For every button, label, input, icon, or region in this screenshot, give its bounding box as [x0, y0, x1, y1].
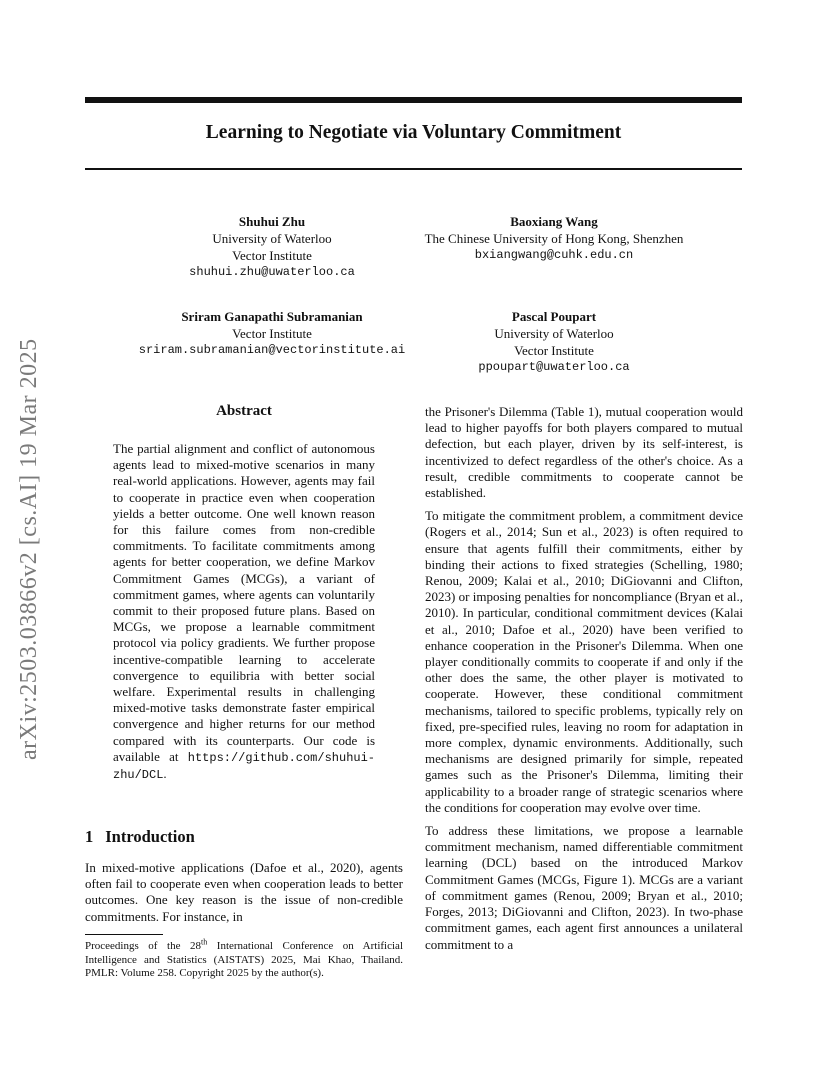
- abstract-text: The partial alignment and conflict of autonomous agents lead to mixed-motive scenarios in many real-world applications. However, agents may fail to cooperate in practice even when cooperation yields a better outcome. One well known reason for this failure comes from non-credible commitments. To facilitate commitments among agents for better cooperation, we define Markov Commitment Games (MCGs), a variant of commitment games, where agents can voluntarily commit to their proposed future plans. Based on MCGs, we propose a learnable commitment protocol via policy gradients. We further propose incentive-compatible learning to accelerate convergence to equilibria with better social welfare. Experimental results in challenging mixed-motive tasks demonstrate faster empirical convergence and higher returns for our method compared with its counterparts. Our code is available at: [113, 441, 375, 764]
- author-affiliation: Vector Institute: [514, 343, 594, 358]
- author-affiliation: University of Waterloo: [212, 231, 332, 246]
- section-title: Introduction: [105, 827, 195, 846]
- title-top-rule: [85, 97, 742, 103]
- footnote-rule: [85, 934, 163, 935]
- author-name: Sriram Ganapathi Subramanian: [181, 309, 363, 324]
- author-name: Pascal Poupart: [511, 309, 597, 324]
- footnote-sup: th: [201, 937, 208, 947]
- footnote: [85, 937, 403, 981]
- abstract-body: [113, 441, 375, 790]
- arxiv-identifier: arXiv:2503.03866v2 [cs.AI] 19 Mar 2025: [16, 338, 42, 760]
- author-affiliation: Vector Institute: [232, 248, 312, 263]
- author-block-2: [400, 213, 708, 264]
- author-email[interactable]: shuhui.zhu@uwaterloo.ca: [189, 265, 355, 279]
- footnote-text-pre: Proceedings of the 28: [85, 940, 201, 952]
- right-paragraph-1: the Prisoner's Dilemma (Table 1), mutual cooperation would lead to higher payoffs for both players compared to mutual defection, but each player, driven by its self-interest, is incentivized to defect regardless of the other's choice. As a result, credible commitments to cooperate cannot be established.: [425, 404, 743, 501]
- right-paragraph-3: To address these limitations, we propose a learnable commitment mechanism, named differentiable commitment learning (DCL) based on the introduced Markov Commitment Games (MCGs, Figure 1). MCGs are a variant of commitment games (Renou, 2009; Bryan et al., 2010; Forges, 2013; DiGiovanni and Clifton, 2023). In two-phase commitment games, each agent first announces a unilateral commitment to a: [425, 823, 743, 952]
- author-block-1: [172, 213, 372, 281]
- paragraph-text: In mixed-motive applications (Dafoe et al., 2020), agents often fail to cooperate even when cooperation leads to better outcomes. One key reason is the issue of non-credible commitments. For instance, in: [85, 860, 403, 924]
- author-block-3: [132, 308, 412, 359]
- paper-title: Learning to Negotiate via Voluntary Commitment: [205, 122, 622, 143]
- section-heading-introduction: [85, 827, 195, 847]
- code-link[interactable]: https://github.com/shuhui-zhu/DCL: [113, 750, 375, 783]
- author-affiliation: University of Waterloo: [494, 326, 614, 341]
- footnote-text-post: International Conference on Artificial Intelligence and Statistics (AISTATS) 2025, Mai Khao, Thailand. PMLR: Volume 258. Copyright 2025 by the author(s).: [85, 940, 403, 979]
- abstract-heading: Abstract: [216, 403, 272, 419]
- author-email[interactable]: ppoupart@uwaterloo.ca: [478, 360, 630, 374]
- section-number: 1: [85, 827, 94, 846]
- title-bottom-rule: [85, 168, 742, 170]
- author-email[interactable]: sriram.subramanian@vectorinstitute.ai: [138, 343, 406, 357]
- abstract-end: .: [163, 766, 167, 782]
- author-email[interactable]: bxiangwang@cuhk.edu.cn: [474, 248, 634, 262]
- right-paragraph-2: To mitigate the commitment problem, a commitment device (Rogers et al., 2014; Sun et al., 2023) is often required to ensure that agents fulfill their commitments, either by binding their actions to fixed strategies (Schelling, 1980; Renou, 2009; Kalai et al., 2010; DiGiovanni and Clifton, 2023) or imposing penalties for noncompliance (Bryan et al., 2010). In particular, conditional commitment devices (Kalai et al., 2010; Dafoe et al., 2020) have been verified to enhance cooperation in the Prisoner's Dilemma. When one player conditionally commits to cooperate if and only if the other does the same, the other player is motivated to cooperate. However, these conditional commitment mechanisms, tailored to specific problems, typically rely on fixed, pre-specified rules, leaving no room for adaptation in more complex, dynamic environments. Additionally, such mechanisms are designed primarily for simple, repeated games such as the Prisoner's Dilemma, limiting their applicability to a broader range of strategic scenarios where the conditions for cooperation may evolve over time.: [425, 508, 743, 815]
- author-block-4: [454, 308, 654, 376]
- author-name: Baoxiang Wang: [510, 214, 598, 229]
- right-column: [425, 404, 743, 960]
- author-affiliation: The Chinese University of Hong Kong, Shenzhen: [424, 231, 684, 246]
- author-affiliation: Vector Institute: [232, 326, 312, 341]
- author-name: Shuhui Zhu: [238, 214, 306, 229]
- intro-paragraph-1: [85, 860, 403, 932]
